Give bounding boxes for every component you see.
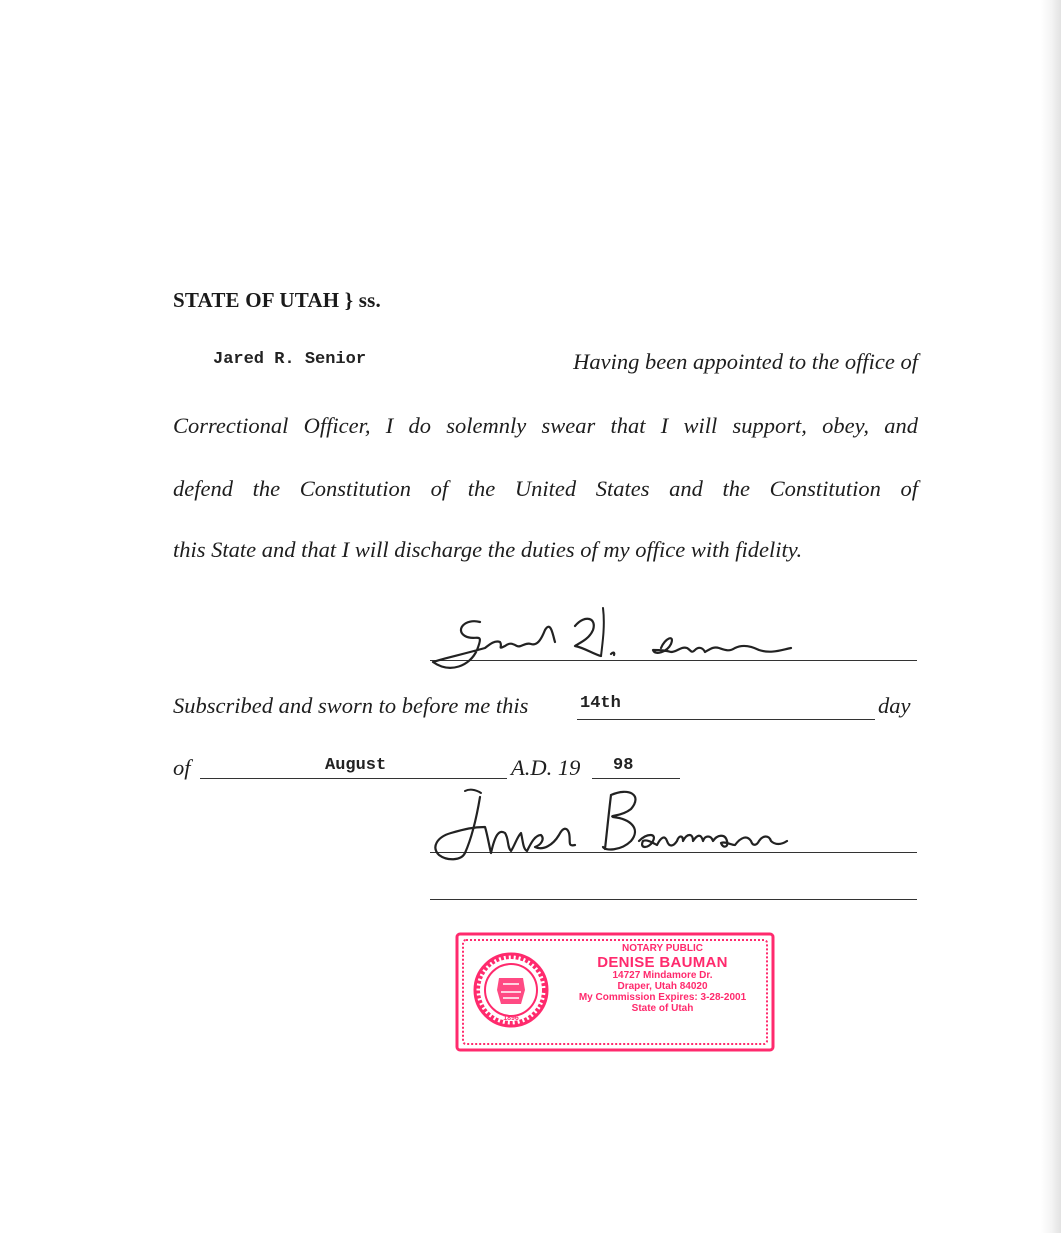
- notary-stamp-text: [560, 944, 765, 1014]
- notary-signature: [425, 775, 805, 869]
- officer-signature: [425, 600, 805, 684]
- day-label: day: [878, 693, 911, 718]
- oath-line-4: this State and that I will discharge the duties of my office with fidelity.: [173, 537, 803, 562]
- day-value: 14th: [580, 694, 621, 713]
- month-value: August: [325, 756, 387, 775]
- stamp-title: NOTARY PUBLIC: [622, 943, 703, 954]
- oath-line-1: Having been appointed to the office of: [573, 349, 918, 374]
- stamp-state: State of Utah: [631, 1003, 694, 1014]
- seal-year: 1896: [503, 1015, 519, 1022]
- oath-line-2: [173, 413, 918, 439]
- page-edge-shadow: [1041, 0, 1061, 1233]
- oath-line-2-text: Correctional Officer, I do solemnly swear that I will support, obey, and: [173, 413, 918, 438]
- ad-label: A.D. 19: [511, 755, 581, 780]
- oath-line-3-text: defend the Constitution of the United States and the Constitution of: [173, 476, 918, 501]
- stamp-address-1: 14727 Mindamore Dr.: [612, 970, 713, 981]
- stamp-address-2: Draper, Utah 84020: [617, 981, 708, 992]
- stamp-commission: My Commission Expires: 3-28-2001: [578, 992, 747, 1003]
- day-line: [577, 719, 875, 720]
- subscribed-text: Subscribed and sworn to before me this: [173, 693, 529, 718]
- venue-heading: STATE OF UTAH } ss.: [173, 288, 381, 312]
- stamp-name: DENISE BAUMAN: [597, 954, 728, 971]
- officer-signature-drawing: [425, 600, 805, 680]
- appointee-name: Jared R. Senior: [213, 350, 367, 369]
- notary-title-line: [430, 899, 917, 900]
- notary-signature-drawing: [425, 775, 805, 865]
- year-value: 98: [613, 756, 634, 775]
- of-label: of: [173, 755, 191, 780]
- oath-line-3: [173, 476, 918, 502]
